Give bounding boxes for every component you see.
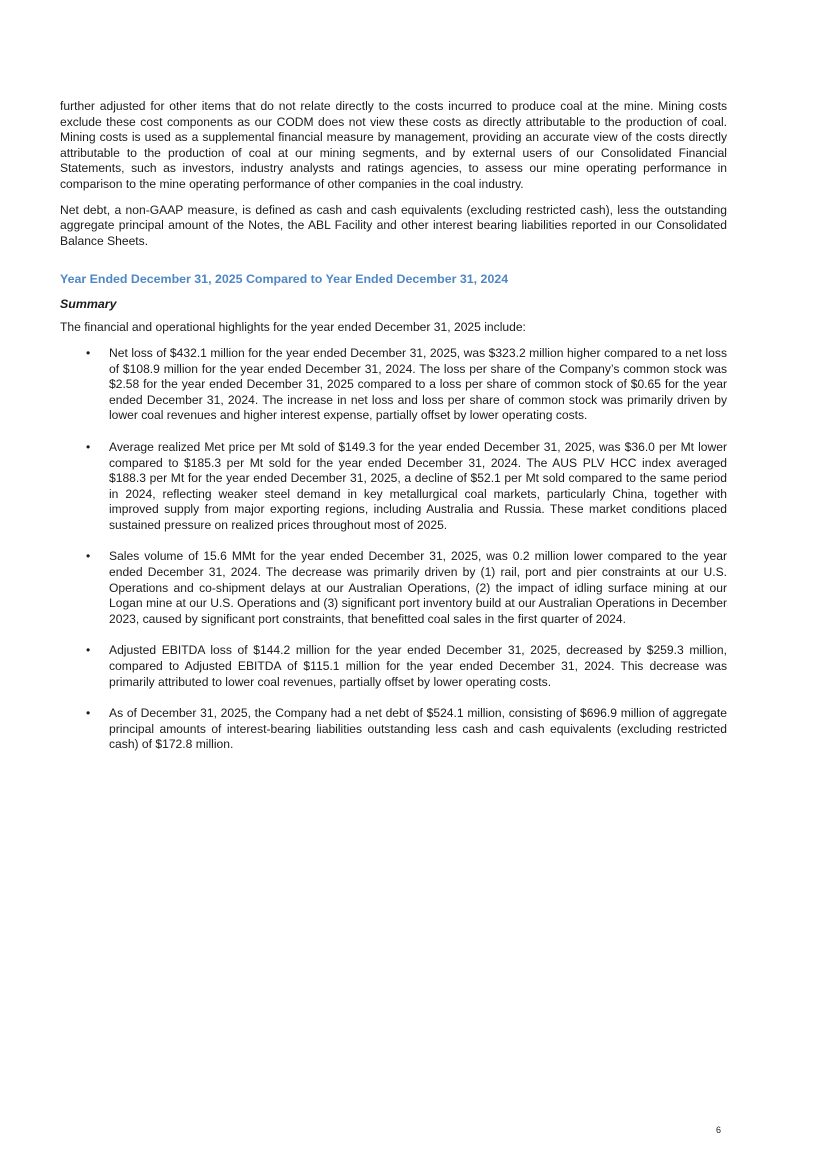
bullet-text: As of December 31, 2025, the Company had a net debt of $524.1 million, consisting of $696.9 million of aggregate principal amounts of interest-bearing liabilities outstanding less cash and cash equivalents (excluding restricted cash) of $172.8 million. bbox=[109, 706, 727, 752]
bullet-icon: • bbox=[86, 706, 91, 721]
list-item bbox=[60, 549, 727, 627]
list-item bbox=[60, 346, 727, 424]
bullet-icon: • bbox=[86, 439, 91, 454]
bullet-icon: • bbox=[86, 643, 91, 658]
bullet-text: Adjusted EBITDA loss of $144.2 million for the year ended December 31, 2025, decreased by $259.3 million, compared to Adjusted EBITDA of $115.1 million for the year ended December 31, 2024. This decrease was primarily attributed to lower coal revenues, partially offset by lower operating costs. bbox=[109, 643, 727, 689]
list-item bbox=[60, 643, 727, 690]
bullet-icon: • bbox=[86, 345, 91, 360]
paragraph-mining-costs: further adjusted for other items that do not relate directly to the costs incurred to produce coal at the mine. Mining costs exclude these cost components as our CODM does not view these costs as directly attributable to the production of coal. Mining costs is used as a supplemental financial measure by management, providing an accurate view of the costs directly attributable to the production of coal at our mining segments, and by external users of our Consolidated Financial Statements, such as investors, industry analysts and ratings agencies, to assess our mine operating performance in comparison to the mine operating performance of other companies in the coal industry. bbox=[60, 99, 727, 191]
list-item bbox=[60, 706, 727, 753]
paragraph-net-debt: Net debt, a non-GAAP measure, is defined as cash and cash equivalents (excluding restricted cash), less the outstanding aggregate principal amount of the Notes, the ABL Facility and other interest bearing liabilities reported in our Consolidated Balance Sheets. bbox=[60, 202, 727, 248]
bullet-text: Sales volume of 15.6 MMt for the year ended December 31, 2025, was 0.2 million lower compared to the year ended December 31, 2024. The decrease was primarily driven by (1) rail, port and pier constraints at our U.S. Operations and co-shipment delays at our Australian Operations, (2) the impact of idling surface mining at our Logan mine at our U.S. Operations and (3) significant port inventory build at our Australian Operations in December 2023, caused by significant port constraints, that benefitted coal sales in the first quarter of 2024. bbox=[109, 549, 727, 626]
summary-subheading: Summary bbox=[60, 297, 117, 312]
highlights-list bbox=[60, 346, 727, 753]
bullet-text: Net loss of $432.1 million for the year ended December 31, 2025, was $323.2 million higher compared to a net loss of $108.9 million for the year ended December 31, 2024. The loss per share of the Company’s common stock was $2.58 for the year ended December 31, 2025 compared to a loss per share of common stock of $0.65 for the year ended December 31, 2024. The increase in net loss and loss per share of common stock was primarily driven by lower coal revenues and higher interest expense, partially offset by lower operating costs. bbox=[109, 345, 727, 423]
bullet-text: Average realized Met price per Mt sold of $149.3 for the year ended December 31, 2025, was $36.0 per Mt lower compared to $185.3 per Mt sold for the year ended December 31, 2024. The AUS PLV HCC index averaged $188.3 per Mt for the year ended December 31, 2025, a decline of $52.1 per Mt sold compared to the same period in 2024, reflecting weaker steel demand in key metallurgical coal markets, particularly China, together with improved supply from major exporting regions, including Australia and Russia. These market conditions placed sustained pressure on realized prices throughout most of 2025. bbox=[109, 439, 727, 532]
bullet-icon: • bbox=[86, 549, 91, 564]
page-number: 6 bbox=[716, 1125, 722, 1135]
document-body bbox=[60, 99, 727, 769]
summary-intro: The financial and operational highlights for the year ended December 31, 2025 include: bbox=[60, 320, 526, 335]
list-item bbox=[60, 440, 727, 534]
section-heading: Year Ended December 31, 2025 Compared to Year Ended December 31, 2024 bbox=[60, 272, 509, 287]
